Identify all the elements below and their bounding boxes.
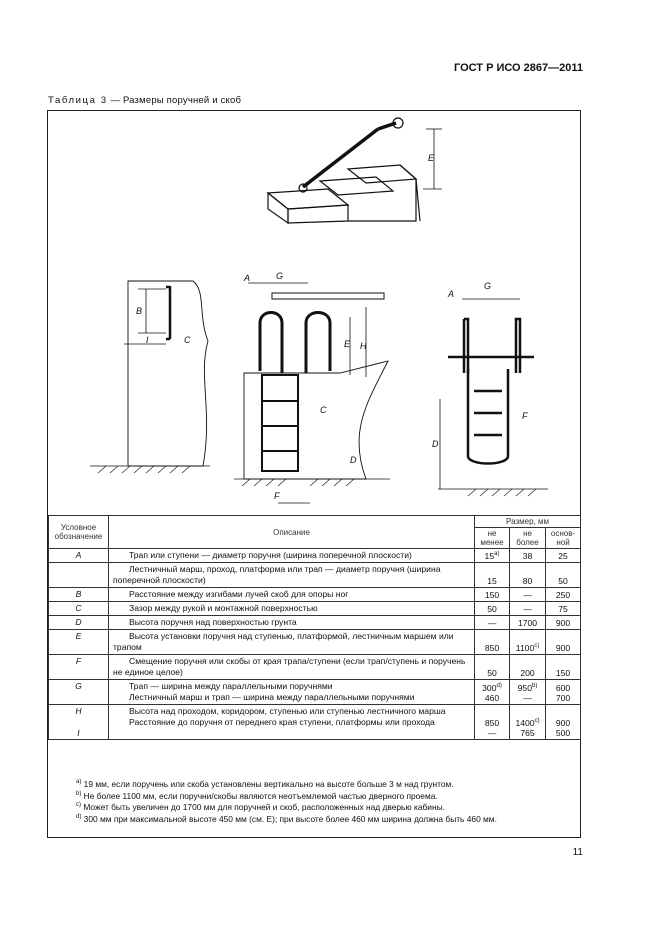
caption-title: — Размеры поручней и скоб: [107, 95, 242, 106]
header-max: не более: [510, 528, 546, 549]
table-row: [49, 602, 581, 616]
label-c-mid: C: [320, 405, 327, 415]
row-description: Лестничный марш, проход, платформа или трап — диаметр поручня (ширина поперечной плоскости): [109, 563, 475, 588]
row-max: 200: [510, 655, 546, 680]
label-c-left: C: [184, 335, 191, 345]
row-base: 75: [546, 602, 581, 616]
header-base: основ-ной: [546, 528, 581, 549]
table-row: [49, 655, 581, 680]
row-description: Расстояние между изгибами лучей скоб для опоры ног: [109, 588, 475, 602]
table-row: [49, 680, 581, 705]
label-a-mid: A: [244, 273, 251, 283]
label-b: B: [136, 306, 143, 316]
table-row: [49, 588, 581, 602]
table-row: [49, 549, 581, 563]
footnote: $^{b)}$ Не более 1100 мм, если поручни/скобы являются неотъемлемой частью дверного проема.: [76, 790, 438, 801]
row-min: 50: [475, 655, 510, 680]
caption-prefix: Таблица 3: [48, 95, 108, 106]
row-description: Смещение поручня или скобы от края трапа/ступени (если трап/ступень и поручень не единое целое): [109, 655, 475, 680]
table-row: [49, 630, 581, 655]
footnote: $^{a)}$ 19 мм, если поручень или скоба установлены вертикально на высоте больше 3 м над грунтом.: [76, 779, 454, 789]
label-a-right: A: [448, 289, 455, 299]
row-base: 50: [546, 563, 581, 588]
label-g-mid: G: [276, 271, 284, 281]
row-max: 38: [510, 549, 546, 563]
row-description: Высота над проходом, коридором, ступенью или ступенью лестничного марша Расстояние до поручня от переднего края ступени, платформы или прохода: [109, 705, 475, 740]
label-f-right: F: [522, 411, 528, 421]
header-min: не менее: [475, 528, 510, 549]
row-max: 80: [510, 563, 546, 588]
row-code: G: [49, 680, 109, 705]
label-f-mid: F: [274, 491, 280, 501]
stairs-drawing: [268, 118, 442, 223]
row-description: Высота установки поручня над ступенью, платформой, лестничным маршем или трапом: [109, 630, 475, 655]
row-base: 25: [546, 549, 581, 563]
row-max: 1100$^{c)}$: [510, 630, 546, 655]
page-number: 11: [572, 847, 583, 858]
footnote: $^{d)}$ 300 мм при максимальной высоте 450 мм (см. E); при высоте более 460 мм ширина должна быть 460 мм.: [76, 813, 497, 824]
row-code: H I: [49, 705, 109, 740]
row-min: 150: [475, 588, 510, 602]
row-max: 950$^{b)}$ —: [510, 680, 546, 705]
row-code: E: [49, 630, 109, 655]
header-description: Описание: [109, 516, 475, 549]
table-frame: [47, 110, 581, 838]
table-row: [49, 563, 581, 588]
side-handle-drawing: [90, 281, 210, 473]
row-base: 900 500: [546, 705, 581, 740]
table-notes: [48, 779, 580, 825]
handrail-figure: [48, 111, 580, 515]
label-i: I: [146, 335, 149, 345]
row-max: 1700: [510, 616, 546, 630]
ladder-drawing: [234, 271, 390, 503]
label-h: H: [360, 341, 367, 351]
row-code: D: [49, 616, 109, 630]
row-base: 900: [546, 630, 581, 655]
standard-number: ГОСТ Р ИСО 2867—2011: [453, 62, 583, 74]
table-row: [49, 705, 581, 740]
row-base: 150: [546, 655, 581, 680]
row-code: B: [49, 588, 109, 602]
table-row: [49, 616, 581, 630]
row-min: 850: [475, 630, 510, 655]
row-code: C: [49, 602, 109, 616]
row-code: [49, 563, 109, 588]
label-d-right: D: [432, 439, 439, 449]
row-code: F: [49, 655, 109, 680]
row-description: Трап или ступени — диаметр поручня (ширина поперечной плоскости): [109, 549, 475, 563]
ladder-front-drawing: [432, 281, 548, 496]
label-e-mid: E: [344, 339, 351, 349]
row-max: 1400$^{c)}$ 765: [510, 705, 546, 740]
header-code: Условное обозначение: [49, 516, 109, 549]
footnote: $^{c)}$ Может быть увеличен до 1700 мм для поручней и скоб, расположенных над дверью кабины.: [76, 802, 445, 813]
row-base: 900: [546, 616, 581, 630]
label-e-top: E: [428, 153, 435, 163]
row-min: 50: [475, 602, 510, 616]
row-min: 300$^{d)}$ 460: [475, 680, 510, 705]
table-caption: [48, 95, 241, 106]
row-max: —: [510, 588, 546, 602]
label-g-right: G: [484, 281, 492, 291]
row-base: 250: [546, 588, 581, 602]
row-min: —: [475, 616, 510, 630]
row-description: Зазор между рукой и монтажной поверхностью: [109, 602, 475, 616]
table-body: [49, 549, 581, 740]
row-min: 15$^{a)}$: [475, 549, 510, 563]
row-base: 600 700: [546, 680, 581, 705]
row-code: A: [49, 549, 109, 563]
header-size: Размер, мм: [475, 516, 581, 528]
row-max: —: [510, 602, 546, 616]
label-d-mid: D: [350, 455, 357, 465]
dimensions-table: [48, 515, 581, 740]
row-description: Высота поручня над поверхностью грунта: [109, 616, 475, 630]
row-description: Трап — ширина между параллельными поручнями Лестничный марш и трап — ширина между параллельными поручнями: [109, 680, 475, 705]
header-row: [49, 516, 581, 528]
row-min: 15: [475, 563, 510, 588]
row-min: 850 —: [475, 705, 510, 740]
